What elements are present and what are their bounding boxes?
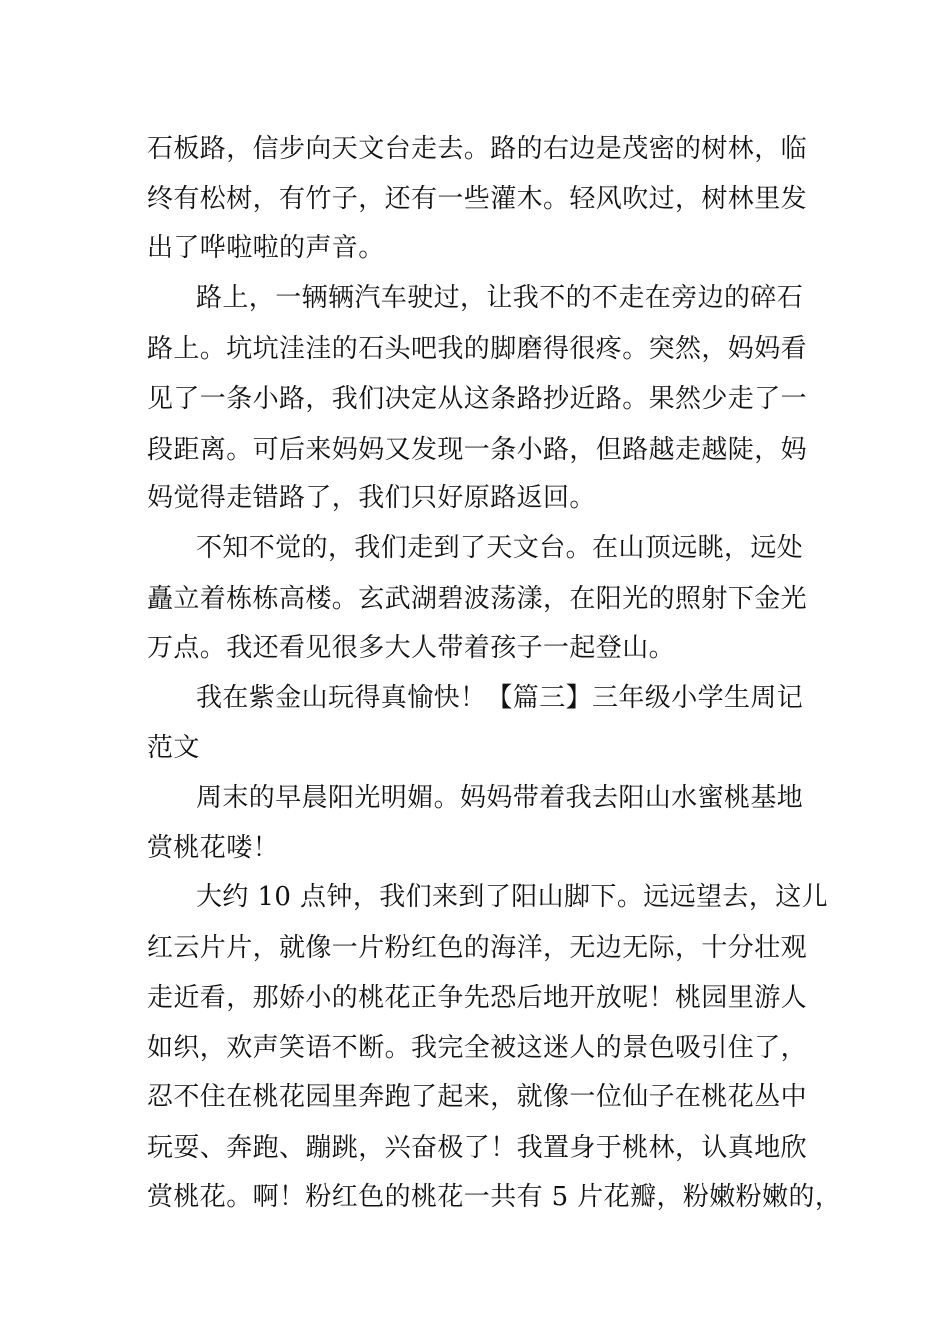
paragraph-start-line: 周末的早晨阳光明媚。妈妈带着我去阳山水蜜桃基地	[196, 783, 804, 813]
text-line: 出了哗啦啦的声音。	[147, 233, 385, 263]
text-line: 玩耍、奔跑、蹦跳，兴奋极了！我置身于桃林，认真地欣	[147, 1133, 808, 1163]
text-line: 终有松树，有竹子，还有一些灌木。轻风吹过，树林里发	[147, 184, 808, 214]
text-line: 石板路，信步向天文台走去。路的右边是茂密的树林，临	[147, 134, 808, 164]
text-line: 路上。坑坑洼洼的石头吧我的脚磨得很疼。突然，妈妈看	[147, 334, 808, 364]
text-line: 万点。我还看见很多大人带着孩子一起登山。	[147, 633, 676, 663]
text-line: 矗立着栋栋高楼。玄武湖碧波荡漾，在阳光的照射下金光	[147, 584, 808, 614]
paragraph-start-line: 大约 10 点钟，我们来到了阳山脚下。远远望去，这儿	[196, 882, 829, 912]
text-line: 妈觉得走错路了，我们只好原路返回。	[147, 483, 596, 513]
paragraph-start-line: 不知不觉的，我们走到了天文台。在山顶远眺，远处	[196, 533, 804, 563]
text-line: 赏桃花。啊！粉红色的桃花一共有 5 片花瓣，粉嫩粉嫩的，	[147, 1182, 842, 1212]
text-line: 赏桃花喽！	[147, 833, 280, 863]
text-line: 见了一条小路，我们决定从这条路抄近路。果然少走了一	[147, 384, 808, 414]
text-line: 走近看，那娇小的桃花正争先恐后地开放呢！桃园里游人	[147, 983, 808, 1013]
text-line: 段距离。可后来妈妈又发现一条小路，但路越走越陡，妈	[147, 435, 808, 465]
paragraph-start-line: 我在紫金山玩得真愉快！【篇三】三年级小学生周记	[196, 683, 804, 713]
text-line: 范文	[147, 733, 200, 763]
text-line: 忍不住在桃花园里奔跑了起来，就像一位仙子在桃花丛中	[147, 1082, 808, 1112]
paragraph-start-line: 路上，一辆辆汽车驶过，让我不的不走在旁边的碎石	[196, 283, 804, 313]
text-line: 如织，欢声笑语不断。我完全被这迷人的景色吸引住了，	[147, 1033, 808, 1063]
text-line: 红云片片，就像一片粉红色的海洋，无边无际，十分壮观	[147, 933, 808, 963]
